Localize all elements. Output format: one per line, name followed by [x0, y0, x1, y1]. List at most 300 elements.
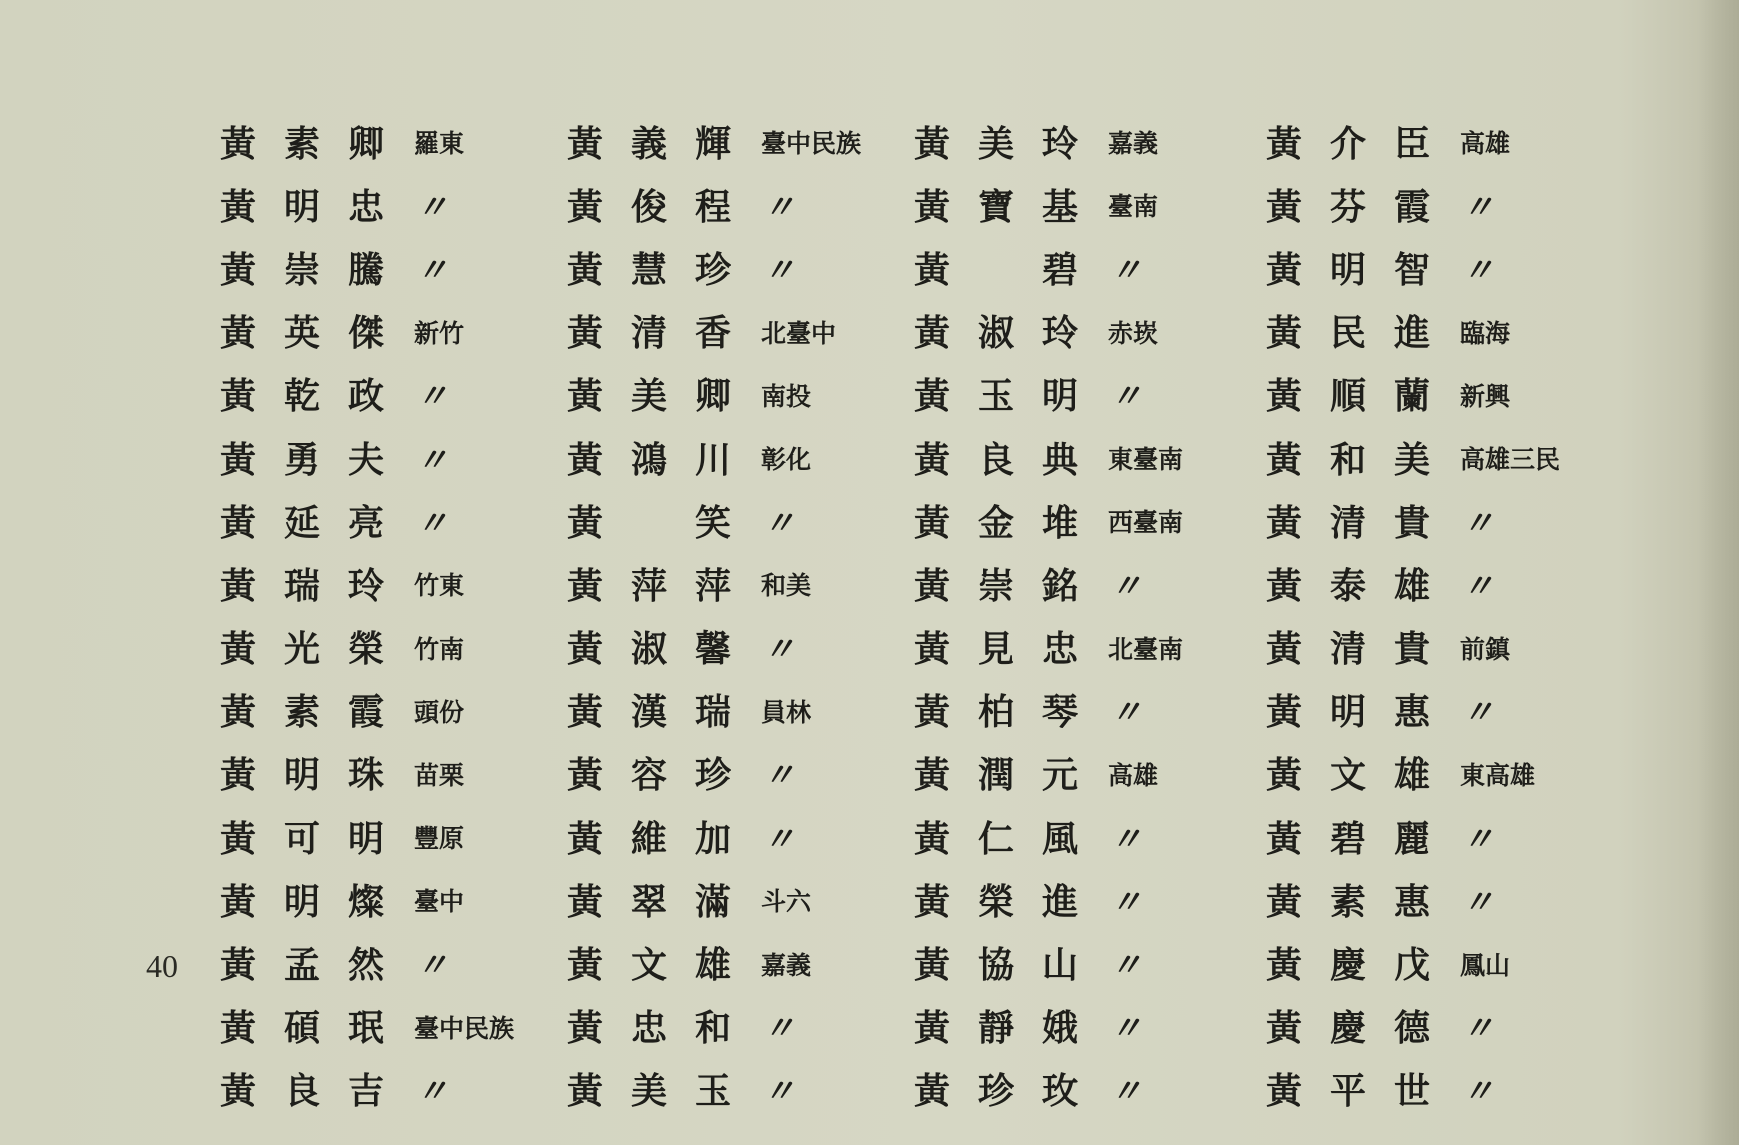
roster-entry	[914, 365, 1266, 428]
surname-char: 黃	[567, 312, 604, 355]
surname-char: 黃	[914, 185, 951, 228]
name-roster	[220, 112, 1600, 1123]
surname-char: 黃	[914, 628, 951, 671]
roster-entry	[567, 997, 914, 1060]
surname-char: 黃	[914, 375, 951, 418]
roster-entry	[1266, 744, 1600, 807]
roster-entry	[1266, 870, 1600, 933]
given-name-char: 寶	[978, 185, 1015, 228]
ditto-mark: 〃	[1462, 693, 1495, 732]
surname-char: 黃	[220, 691, 257, 734]
place-label: 羅東	[414, 129, 465, 159]
surname-char: 黃	[220, 122, 257, 165]
surname-char: 黃	[220, 628, 257, 671]
given-name-char: 馨	[695, 628, 732, 671]
surname-char: 黃	[1266, 185, 1303, 228]
given-name-char: 俊	[631, 185, 668, 228]
given-name-char: 明	[284, 185, 321, 228]
roster-entry	[220, 681, 567, 744]
given-name-char: 金	[978, 501, 1015, 544]
roster-entry	[914, 807, 1266, 870]
place-label: 新竹	[414, 318, 465, 348]
roster-entry	[567, 112, 914, 175]
surname-char: 黃	[567, 1070, 604, 1113]
surname-char: 黃	[1266, 248, 1303, 291]
roster-entry	[1266, 681, 1600, 744]
surname-char: 黃	[567, 944, 604, 987]
ditto-mark: 〃	[763, 250, 796, 289]
given-name-char: 霞	[1394, 185, 1431, 228]
given-name-char: 貴	[1394, 501, 1431, 544]
surname-char: 黃	[1266, 691, 1303, 734]
given-name-char: 乾	[284, 375, 321, 418]
given-name-char: 加	[695, 817, 732, 860]
roster-entry	[914, 302, 1266, 365]
given-name-char: 良	[284, 1070, 321, 1113]
roster-entry	[567, 681, 914, 744]
ditto-mark: 〃	[416, 250, 449, 289]
given-name-char: 珍	[978, 1070, 1015, 1113]
ditto-mark: 〃	[1110, 693, 1143, 732]
ditto-mark: 〃	[763, 1072, 796, 1111]
surname-char: 黃	[220, 817, 257, 860]
surname-char: 黃	[220, 1007, 257, 1050]
given-name-char: 蘭	[1394, 375, 1431, 418]
given-name-char: 進	[1394, 312, 1431, 355]
roster-entry	[567, 365, 914, 428]
roster-entry	[220, 997, 567, 1060]
ditto-mark: 〃	[1462, 1072, 1495, 1111]
ditto-mark: 〃	[1110, 882, 1143, 921]
given-name-char: 漢	[631, 691, 668, 734]
surname-char: 黃	[1266, 501, 1303, 544]
surname-char: 黃	[567, 1007, 604, 1050]
ditto-mark: 〃	[1462, 1009, 1495, 1048]
given-name-char: 見	[978, 628, 1015, 671]
surname-char: 黃	[1266, 564, 1303, 607]
roster-entry	[220, 870, 567, 933]
surname-char: 黃	[220, 1070, 257, 1113]
given-name-char: 進	[1042, 880, 1079, 923]
given-name-char: 慶	[1330, 944, 1367, 987]
ditto-mark: 〃	[763, 819, 796, 858]
given-name-char: 德	[1394, 1007, 1431, 1050]
surname-char: 黃	[1266, 1007, 1303, 1050]
surname-char: 黃	[567, 880, 604, 923]
surname-char: 黃	[914, 438, 951, 481]
surname-char: 黃	[220, 375, 257, 418]
roster-entry	[914, 744, 1266, 807]
ditto-mark: 〃	[1110, 946, 1143, 985]
ditto-mark: 〃	[763, 503, 796, 542]
roster-entry	[567, 238, 914, 301]
place-label: 高雄	[1108, 760, 1159, 790]
roster-entry	[914, 997, 1266, 1060]
surname-char: 黃	[567, 122, 604, 165]
given-name-char: 碧	[1042, 248, 1079, 291]
given-name-char: 世	[1394, 1070, 1431, 1113]
roster-entry	[220, 238, 567, 301]
given-name-char: 和	[695, 1007, 732, 1050]
surname-char: 黃	[220, 438, 257, 481]
roster-entry	[220, 491, 567, 554]
given-name-char: 霞	[348, 691, 385, 734]
given-name-char: 文	[1330, 754, 1367, 797]
place-label: 赤崁	[1108, 318, 1159, 348]
roster-entry	[1266, 428, 1600, 491]
given-name-char: 麗	[1394, 817, 1431, 860]
given-name-char: 義	[631, 122, 668, 165]
surname-char: 黃	[567, 754, 604, 797]
given-name-char: 美	[631, 375, 668, 418]
surname-char: 黃	[914, 944, 951, 987]
surname-char: 黃	[914, 817, 951, 860]
ditto-mark: 〃	[1110, 377, 1143, 416]
roster-entry	[567, 175, 914, 238]
place-label: 東高雄	[1460, 760, 1536, 790]
given-name-char: 笑	[695, 501, 732, 544]
surname-char: 黃	[567, 564, 604, 607]
given-name-char: 榮	[348, 628, 385, 671]
surname-char: 黃	[567, 248, 604, 291]
ditto-mark: 〃	[1110, 819, 1143, 858]
surname-char: 黃	[1266, 628, 1303, 671]
roster-entry	[914, 491, 1266, 554]
given-name-char: 政	[348, 375, 385, 418]
surname-char: 黃	[914, 248, 951, 291]
roster-entry	[1266, 933, 1600, 996]
ditto-mark: 〃	[416, 1072, 449, 1111]
roster-entry	[567, 744, 914, 807]
roster-entry	[914, 681, 1266, 744]
roster-entry	[220, 428, 567, 491]
ditto-mark: 〃	[1110, 1009, 1143, 1048]
surname-char: 黃	[914, 564, 951, 607]
given-name-char: 柏	[978, 691, 1015, 734]
given-name-char: 貴	[1394, 628, 1431, 671]
given-name-char: 光	[284, 628, 321, 671]
ditto-mark: 〃	[1462, 882, 1495, 921]
given-name-char: 萍	[695, 564, 732, 607]
given-name-char: 銘	[1042, 564, 1079, 607]
given-name-char: 明	[348, 817, 385, 860]
given-name-char: 戊	[1394, 944, 1431, 987]
roster-entry	[220, 302, 567, 365]
surname-char: 黃	[1266, 122, 1303, 165]
given-name-char: 娥	[1042, 1007, 1079, 1050]
given-name-char: 英	[284, 312, 321, 355]
surname-char: 黃	[220, 564, 257, 607]
given-name-char: 忠	[631, 1007, 668, 1050]
roster-entry	[1266, 238, 1600, 301]
given-name-char: 清	[1330, 628, 1367, 671]
place-label: 豐原	[414, 824, 465, 854]
roster-entry	[567, 807, 914, 870]
given-name-char: 滿	[695, 880, 732, 923]
roster-entry	[220, 112, 567, 175]
given-name-char: 芬	[1330, 185, 1367, 228]
surname-char: 黃	[220, 312, 257, 355]
roster-entry	[1266, 112, 1600, 175]
given-name-char: 山	[1042, 944, 1079, 987]
place-label: 臺中民族	[761, 129, 862, 159]
given-name-char: 惠	[1394, 691, 1431, 734]
given-name-char: 孟	[284, 944, 321, 987]
roster-entry	[914, 554, 1266, 617]
roster-entry	[1266, 365, 1600, 428]
surname-char: 黃	[220, 754, 257, 797]
given-name-char: 淑	[631, 628, 668, 671]
ditto-mark: 〃	[416, 503, 449, 542]
given-name-char: 傑	[348, 312, 385, 355]
given-name-char: 平	[1330, 1070, 1367, 1113]
surname-char: 黃	[1266, 1070, 1303, 1113]
place-label: 頭份	[414, 697, 465, 727]
given-name-char: 琴	[1042, 691, 1079, 734]
given-name-char: 玲	[348, 564, 385, 607]
given-name-char: 容	[631, 754, 668, 797]
place-label: 竹東	[414, 571, 465, 601]
given-name-char: 慧	[631, 248, 668, 291]
roster-entry	[220, 744, 567, 807]
given-name-char: 玉	[695, 1070, 732, 1113]
ditto-mark: 〃	[416, 946, 449, 985]
given-name-char: 珍	[695, 754, 732, 797]
place-label: 嘉義	[761, 950, 812, 980]
given-name-char: 典	[1042, 438, 1079, 481]
place-label: 新興	[1460, 381, 1511, 411]
place-label: 東臺南	[1108, 445, 1184, 475]
given-name-char: 忠	[1042, 628, 1079, 671]
roster-entry	[567, 428, 914, 491]
roster-entry	[220, 1060, 567, 1123]
given-name-char: 勇	[284, 438, 321, 481]
roster-entry	[567, 618, 914, 681]
ditto-mark: 〃	[1462, 250, 1495, 289]
given-name-char: 靜	[978, 1007, 1015, 1050]
given-name-char: 卿	[695, 375, 732, 418]
roster-entry	[567, 933, 914, 996]
place-label: 員林	[761, 697, 812, 727]
given-name-char: 風	[1042, 817, 1079, 860]
surname-char: 黃	[567, 438, 604, 481]
surname-char: 黃	[1266, 944, 1303, 987]
roster-entry	[1266, 618, 1600, 681]
given-name-char: 瑞	[695, 691, 732, 734]
given-name-char: 美	[978, 122, 1015, 165]
surname-char: 黃	[567, 501, 604, 544]
place-label: 彰化	[761, 445, 812, 475]
surname-char: 黃	[567, 375, 604, 418]
given-name-char: 美	[1394, 438, 1431, 481]
given-name-char: 堆	[1042, 501, 1079, 544]
place-label: 西臺南	[1108, 508, 1184, 538]
place-label: 臨海	[1460, 318, 1511, 348]
roster-entry	[914, 1060, 1266, 1123]
ditto-mark: 〃	[1110, 1072, 1143, 1111]
given-name-char: 珍	[695, 248, 732, 291]
surname-char: 黃	[914, 1007, 951, 1050]
ditto-mark: 〃	[1110, 566, 1143, 605]
given-name-char: 珠	[348, 754, 385, 797]
given-name-char: 亮	[348, 501, 385, 544]
given-name-char: 清	[1330, 501, 1367, 544]
surname-char: 黃	[220, 501, 257, 544]
given-name-char: 智	[1394, 248, 1431, 291]
given-name-char: 仁	[978, 817, 1015, 860]
roster-entry	[1266, 807, 1600, 870]
roster-entry	[220, 365, 567, 428]
roster-entry	[567, 1060, 914, 1123]
roster-entry	[914, 618, 1266, 681]
surname-char: 黃	[567, 628, 604, 671]
given-name-char: 明	[1330, 691, 1367, 734]
given-name-char: 可	[284, 817, 321, 860]
ditto-mark: 〃	[416, 187, 449, 226]
roster-entry	[1266, 554, 1600, 617]
roster-entry	[220, 618, 567, 681]
given-name-char: 雄	[695, 944, 732, 987]
given-name-char: 惠	[1394, 880, 1431, 923]
given-name-char: 美	[631, 1070, 668, 1113]
given-name-char: 香	[695, 312, 732, 355]
page-number: 40	[146, 948, 178, 984]
roster-entry	[220, 933, 567, 996]
given-name-char: 素	[284, 691, 321, 734]
roster-entry	[914, 428, 1266, 491]
surname-char: 黃	[220, 248, 257, 291]
place-label: 南投	[761, 381, 812, 411]
given-name-char: 翠	[631, 880, 668, 923]
given-name-char: 元	[1042, 754, 1079, 797]
ditto-mark: 〃	[763, 187, 796, 226]
ditto-mark: 〃	[1110, 250, 1143, 289]
given-name-char: 榮	[978, 880, 1015, 923]
given-name-char: 玫	[1042, 1070, 1079, 1113]
surname-char: 黃	[220, 185, 257, 228]
place-label: 高雄	[1460, 129, 1511, 159]
given-name-char: 慶	[1330, 1007, 1367, 1050]
roster-entry	[220, 807, 567, 870]
surname-char: 黃	[914, 754, 951, 797]
ditto-mark: 〃	[1462, 819, 1495, 858]
roster-entry	[567, 491, 914, 554]
roster-entry	[1266, 997, 1600, 1060]
given-name-char: 忠	[348, 185, 385, 228]
given-name-char: 素	[284, 122, 321, 165]
given-name-char: 明	[1042, 375, 1079, 418]
given-name-char: 臣	[1394, 122, 1431, 165]
given-name-char: 泰	[1330, 564, 1367, 607]
given-name-char: 萍	[631, 564, 668, 607]
given-name-char: 潤	[978, 754, 1015, 797]
given-name-char: 明	[1330, 248, 1367, 291]
roster-entry	[914, 238, 1266, 301]
place-label: 鳳山	[1460, 950, 1511, 980]
given-name-char: 騰	[348, 248, 385, 291]
given-name-char: 維	[631, 817, 668, 860]
ditto-mark: 〃	[1462, 566, 1495, 605]
ditto-mark: 〃	[416, 440, 449, 479]
given-name-char: 崇	[284, 248, 321, 291]
surname-char: 黃	[1266, 375, 1303, 418]
surname-char: 黃	[914, 691, 951, 734]
roster-entry	[1266, 302, 1600, 365]
place-label: 和美	[761, 571, 812, 601]
roster-entry	[567, 302, 914, 365]
given-name-char: 清	[631, 312, 668, 355]
surname-char: 黃	[914, 880, 951, 923]
surname-char: 黃	[1266, 312, 1303, 355]
surname-char: 黃	[1266, 817, 1303, 860]
roster-entry	[1266, 491, 1600, 554]
given-name-char: 明	[284, 880, 321, 923]
given-name-char: 素	[1330, 880, 1367, 923]
place-label: 竹南	[414, 634, 465, 664]
given-name-char: 程	[695, 185, 732, 228]
roster-entry	[914, 112, 1266, 175]
place-label: 北臺南	[1108, 634, 1184, 664]
given-name-char: 輝	[695, 122, 732, 165]
given-name-char: 明	[284, 754, 321, 797]
given-name-char: 卿	[348, 122, 385, 165]
ditto-mark: 〃	[763, 1009, 796, 1048]
given-name-char: 介	[1330, 122, 1367, 165]
roster-entry	[914, 933, 1266, 996]
surname-char: 黃	[567, 817, 604, 860]
given-name-char: 玲	[1042, 312, 1079, 355]
given-name-char: 民	[1330, 312, 1367, 355]
given-name-char: 珉	[348, 1007, 385, 1050]
roster-entry	[1266, 175, 1600, 238]
place-label: 臺中	[414, 887, 465, 917]
given-name-char: 燦	[348, 880, 385, 923]
roster-entry	[567, 554, 914, 617]
surname-char: 黃	[220, 944, 257, 987]
ditto-mark: 〃	[1462, 503, 1495, 542]
place-label: 臺中民族	[414, 1013, 515, 1043]
roster-entry	[1266, 1060, 1600, 1123]
given-name-char: 川	[695, 438, 732, 481]
roster-entry	[220, 554, 567, 617]
given-name-char: 順	[1330, 375, 1367, 418]
place-label: 斗六	[761, 887, 812, 917]
surname-char: 黃	[1266, 880, 1303, 923]
given-name-char: 基	[1042, 185, 1079, 228]
given-name-char: 瑞	[284, 564, 321, 607]
given-name-char: 延	[284, 501, 321, 544]
given-name-char: 淑	[978, 312, 1015, 355]
roster-entry	[914, 175, 1266, 238]
ditto-mark: 〃	[416, 377, 449, 416]
place-label: 苗栗	[414, 760, 465, 790]
given-name-char: 崇	[978, 564, 1015, 607]
place-label: 前鎮	[1460, 634, 1511, 664]
given-name-char: 協	[978, 944, 1015, 987]
place-label: 北臺中	[761, 318, 837, 348]
given-name-char: 雄	[1394, 564, 1431, 607]
given-name-char: 碧	[1330, 817, 1367, 860]
given-name-char: 玲	[1042, 122, 1079, 165]
place-label: 高雄三民	[1460, 445, 1561, 475]
given-name-char: 然	[348, 944, 385, 987]
ditto-mark: 〃	[763, 630, 796, 669]
roster-entry	[567, 870, 914, 933]
surname-char: 黃	[567, 691, 604, 734]
surname-char: 黃	[914, 122, 951, 165]
surname-char: 黃	[914, 501, 951, 544]
given-name-char: 和	[1330, 438, 1367, 481]
